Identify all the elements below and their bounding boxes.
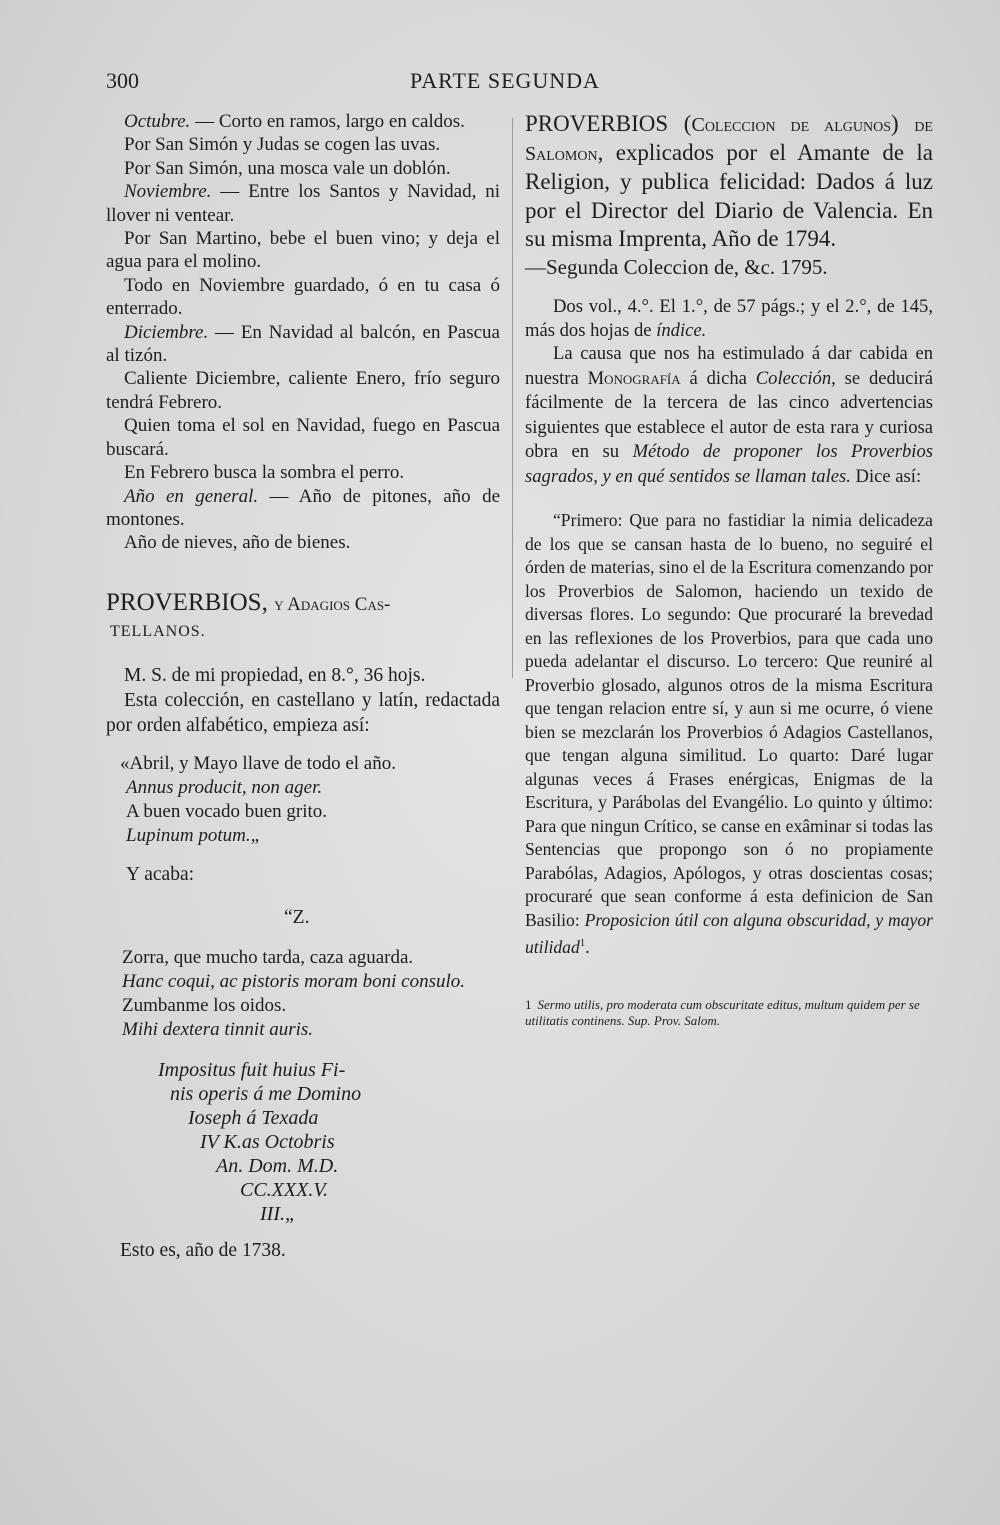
opening-quote bbox=[106, 752, 500, 848]
quote-line: Zorra, que mucho tarda, caza aguarda. bbox=[122, 946, 414, 968]
quote-line: Mihi dextera tinnit auris. bbox=[122, 1018, 314, 1040]
colophon-line: IV K.as Octobris bbox=[200, 1130, 335, 1153]
proverb-line: Por San Simón, una mosca vale un doblón. bbox=[124, 157, 451, 179]
quote-line: Annus producit, non ager. bbox=[126, 776, 323, 798]
page-header bbox=[0, 68, 1000, 98]
colophon-line: CC.XXX.V. bbox=[240, 1178, 328, 1201]
running-title: PARTE SEGUNDA bbox=[410, 68, 600, 93]
author-quote: “Primero: Que para no fastidiar la nimia delicadeza de los que se cansan hasta de lo bueno, no seguiré el órden de materias, sino el de la Escritura comenzando por los Proverbios de Salomon, haciendo un texido de diversas flores. Lo segundo: Que procuraré la brevedad en las reflexiones de los Proverbios, para que cada uno pueda adelantar el discurso. Lo tercero: Que reuniré al Proverbio glosado, algunos otros de la misma Escritura que tengan relacion entre sí, y aun si me ocurre, ó viene bien se mezclarán los Proverbios ó Adagios Castellanos, que tengan alguna similitud. Lo quarto: Daré lugar algunas veces á Frases enérgicas, Enigmas de la Escritura, y Parábolas del Evangélio. Lo quinto y último: Para que ningun Crítico, se canse en exâminar si todas las Sentencias que propongo son ó no propiamente Parabólas, Adagios, Apólogos, y otras doscientas cosas; procuraré que sean conforme á esta definicion de San Basilio: Proposicion útil con alguna obscuridad, y mayor utilidad$^1$. bbox=[525, 510, 933, 957]
proverb-line: Por San Martino, bebe el buen vino; y deja el agua para el molino. bbox=[106, 228, 500, 273]
proverb-line: Año de nieves, año de bienes. bbox=[124, 532, 351, 554]
quote-line: Lupinum potum.„ bbox=[126, 824, 262, 846]
right-column bbox=[525, 110, 933, 1029]
proverb-line: Todo en Noviembre guardado, ó en tu casa ó enterrado. bbox=[106, 274, 500, 320]
left-column bbox=[106, 110, 500, 1263]
proverb-line: Quien toma el sol en Navidad, fuego en Pascua buscará. bbox=[106, 415, 500, 460]
proverb-line: En Febrero busca la sombra el perro. bbox=[124, 462, 405, 484]
footnote: 1 Sermo utilis, pro moderata cum obscuritate editus, multum quidem per se utilitatis continens. Sup. Prov. Salom. bbox=[525, 997, 920, 1029]
description-paragraph: Esta colección, en castellano y latín, redactada por orden alfabético, empieza así: bbox=[106, 689, 500, 736]
proverb-line: Diciembre. — En Navidad al balcón, en Pascua al tizón. bbox=[106, 321, 500, 367]
manuscript-line: M. S. de mi propiedad, en 8.°, 36 hojs. bbox=[124, 664, 426, 686]
letter-z: “Z. bbox=[284, 906, 310, 928]
bibliographic-heading: PROVERBIOS (Coleccion de algunos) de Salomon, explicados por el Amante de la Religion, y publica felicidad: Dados á luz por el Director del Diario de Valencia. En su misma Imprenta, Año de 1794. bbox=[525, 111, 933, 251]
colophon-line: Impositus fuit huius Fi- bbox=[158, 1058, 346, 1081]
proverb-line: Caliente Diciembre, caliente Enero, frío seguro tendrá Febrero. bbox=[106, 368, 500, 413]
colophon-line: Ioseph á Texada bbox=[188, 1106, 319, 1129]
proverb-line: Por San Simón y Judas se cogen las uvas. bbox=[124, 134, 441, 156]
second-collection: —Segunda Coleccion de, &c. 1795. bbox=[525, 255, 828, 280]
quote-line: A buen vocado buen grito. bbox=[126, 800, 328, 822]
month-proverbs bbox=[106, 110, 500, 555]
colophon bbox=[106, 1058, 500, 1226]
month-label: Octubre. bbox=[124, 111, 191, 132]
section-heading-proverbios-adagios: PROVERBIOS, y Adagios Cas- bbox=[106, 588, 391, 616]
section-heading-line2: TELLANOS. bbox=[110, 622, 206, 640]
month-label: Diciembre. bbox=[124, 321, 209, 343]
quote-line: Hanc coqui, ac pistoris moram boni consulo. bbox=[122, 970, 466, 992]
month-label: Año en general. bbox=[124, 485, 259, 507]
page-number: 300 bbox=[106, 68, 139, 93]
month-label: Noviembre. bbox=[124, 181, 212, 203]
acaba-line: Y acaba: bbox=[126, 863, 195, 885]
colophon-line: nis operis á me Domino bbox=[170, 1082, 362, 1105]
closing-quote bbox=[106, 946, 500, 1042]
cause-paragraph: La causa que nos ha estimulado á dar cabida en nuestra Monografía á dicha Colección, se deducirá fácilmente de la tercera de las cinco advertencias siguientes que establece el autor de esta rara y curiosa obra en su Método de proponer los Proverbios sagrados, y en qué sentidos se llaman tales. Dice así: bbox=[525, 343, 933, 487]
quote-line: «Abril, y Mayo llave de todo el año. bbox=[120, 752, 396, 774]
colophon-line: An. Dom. M.D. bbox=[216, 1154, 339, 1177]
volumes-line: Dos vol., 4.°. El 1.°, de 57 págs.; y el 2.°, de 145, más dos hojas de índice. bbox=[525, 296, 933, 341]
quote-line: Zumbanme los oidos. bbox=[122, 994, 287, 1016]
colophon-line: III.„ bbox=[260, 1202, 297, 1225]
closing-line: Esto es, año de 1738. bbox=[120, 1239, 286, 1261]
proverb-line: Octubre. — Corto en ramos, largo en caldos. bbox=[124, 111, 465, 132]
proverb-line: Noviembre. — Entre los Santos y Navidad, ni llover ni ventear. bbox=[106, 181, 500, 226]
column-divider bbox=[512, 118, 513, 678]
proverb-line: Año en general. — Año de pitones, año de montones. bbox=[106, 485, 500, 530]
